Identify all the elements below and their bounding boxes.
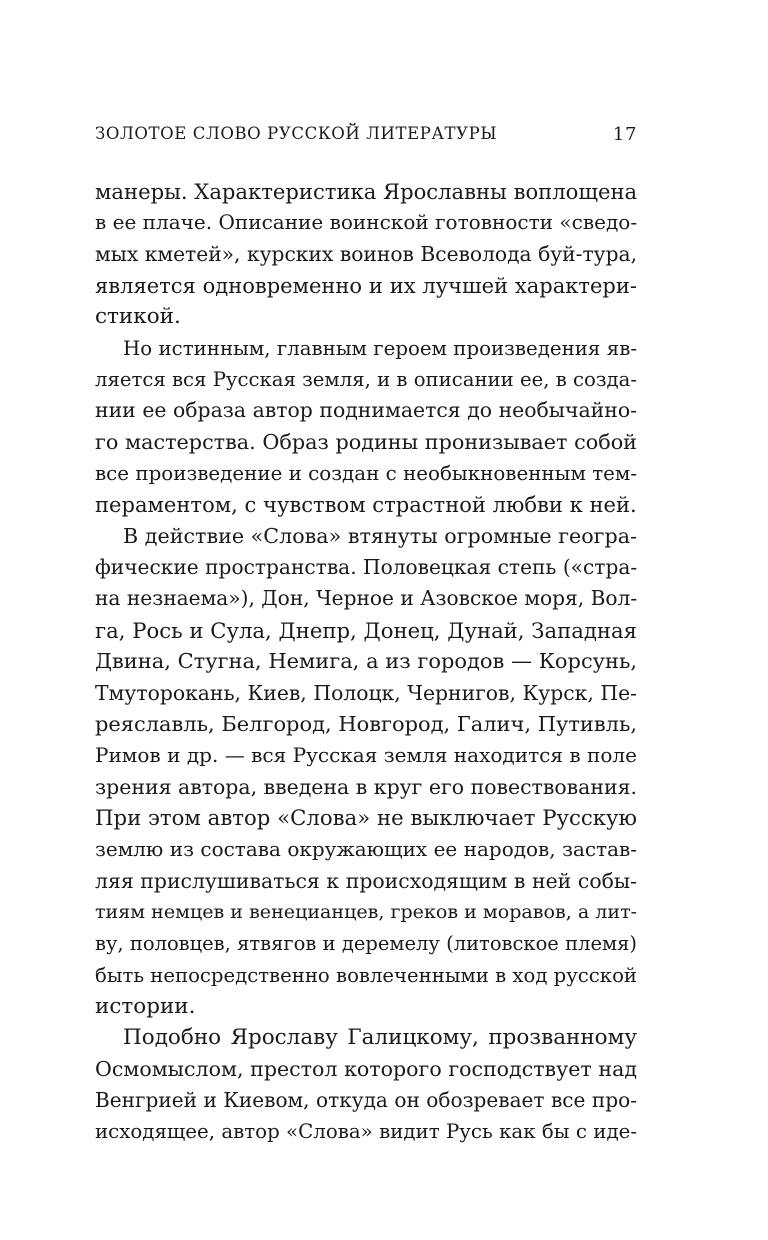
text-line: Осмомыслом, престол которого господствует над bbox=[95, 1056, 637, 1081]
text-line: В действие «Слова» втянуты огромные геогра- bbox=[123, 523, 637, 548]
text-line: исходящее, автор «Слова» видит Русь как бы с иде- bbox=[95, 1120, 637, 1144]
text-line: ву, половцев, ятвягов и деремелу (литовское племя) bbox=[95, 932, 637, 956]
running-title: ЗОЛОТОЕ СЛОВО РУССКОЙ ЛИТЕРАТУРЫ bbox=[95, 124, 498, 143]
text-line: в ее плаче. Описание воинской готовности «сведо- bbox=[95, 210, 638, 235]
text-line: зрения автора, введена в круг его повествования. bbox=[95, 774, 637, 799]
text-line: Венгрией и Киевом, откуда он обозревает все про- bbox=[95, 1087, 637, 1112]
text-line: быть непосредственно вовлеченными в ход русской bbox=[95, 963, 637, 987]
page-number: 17 bbox=[612, 124, 637, 145]
text-line: истории. bbox=[95, 993, 196, 1019]
text-line: Двина, Стугна, Немига, а из городов — Корсунь, bbox=[95, 649, 637, 674]
text-line: мых кметей», курских воинов Всеволода буй-тура, bbox=[95, 241, 637, 266]
text-line: землю из состава окружающих ее народов, застав- bbox=[95, 837, 637, 862]
text-line: го мастерства. Образ родины пронизывает собой bbox=[95, 429, 637, 454]
text-line: на незнаема»), Дон, Черное и Азовское моря, Вол- bbox=[95, 586, 638, 611]
text-line: При этом автор «Слова» не выключает Русскую bbox=[95, 805, 637, 831]
text-line: Римов и др. — вся Русская земля находится в поле bbox=[95, 743, 637, 768]
text-line: ляя прислушиваться к происходящим в ней собы- bbox=[95, 868, 637, 893]
text-line: га, Рось и Сула, Днепр, Донец, Дунай, Западная bbox=[95, 617, 637, 643]
text-line: ляется вся Русская земля, и в описании ее, в созда- bbox=[95, 368, 637, 392]
text-line: тиям немцев и венецианцев, греков и моравов, а лит- bbox=[95, 900, 638, 923]
text-line: все произведение и создан с необыкновенным тем- bbox=[95, 462, 638, 486]
running-head bbox=[95, 124, 637, 148]
text-line: пераментом, с чувством страстной любви к ней. bbox=[95, 492, 637, 518]
text-line: манеры. Характеристика Ярославны воплощена bbox=[95, 179, 638, 204]
text-line: стикой. bbox=[95, 304, 181, 330]
text-line: фические пространства. Половецкая степь («стра- bbox=[95, 555, 638, 580]
text-line: является одновременно и их лучшей характери- bbox=[95, 273, 637, 299]
text-line: нии ее образа автор поднимается до необычайно- bbox=[95, 398, 637, 423]
text-line: Но истинным, главным героем произведения яв- bbox=[123, 336, 637, 360]
text-line: Подобно Ярославу Галицкому, прозванному bbox=[123, 1025, 637, 1051]
text-line: Тмуторокань, Киев, Полоцк, Чернигов, Курск, Пе- bbox=[95, 680, 637, 705]
text-line: реяславль, Белгород, Новгород, Галич, Путивль, bbox=[95, 711, 637, 736]
body-text bbox=[95, 176, 637, 1148]
